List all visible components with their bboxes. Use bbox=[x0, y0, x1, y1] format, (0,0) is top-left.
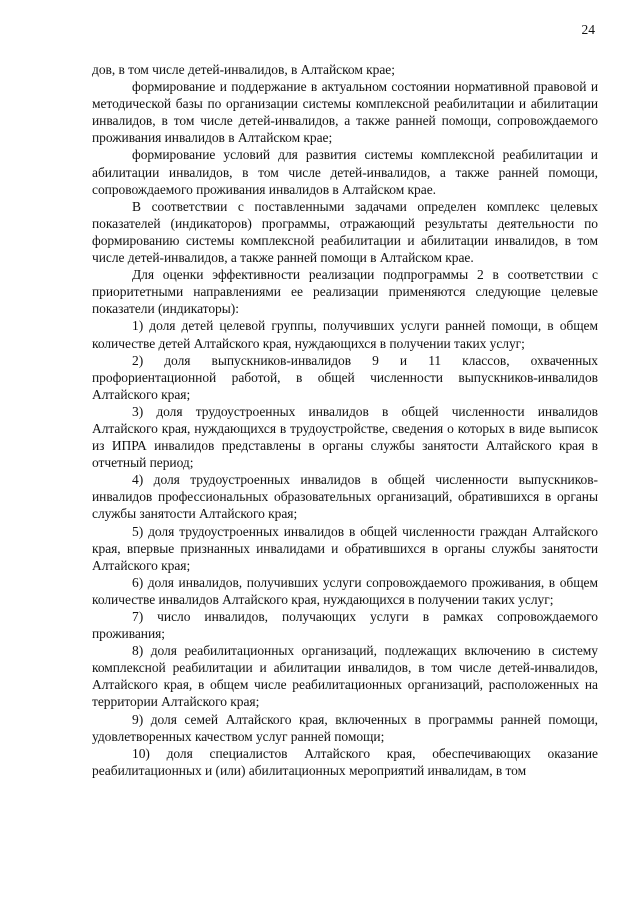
list-item-indicator-4: 4) доля трудоустроенных инвалидов в общей численности выпускников-инвалидов профессиональных образовательных организаций, обратившихся в органы службы занятости Алтайского края; bbox=[92, 472, 598, 522]
list-item-indicator-9: 9) доля семей Алтайского края, включенных в программы ранней помощи, удовлетворенных качеством услуг ранней помощи; bbox=[92, 711, 598, 744]
page-number: 24 bbox=[581, 22, 595, 37]
list-item-indicator-2: 2) доля выпускников-инвалидов 9 и 11 классов, охваченных профориентационной работой, в общей численности выпускников-инвалидов Алтайского края; bbox=[92, 352, 598, 402]
paragraph-continuation: дов, в том числе детей-инвалидов, в Алтайском крае; bbox=[92, 62, 395, 77]
paragraph-task-normative-base: формирование и поддержание в актуальном состоянии нормативной правовой и методической базы по организации системы комплексной реабилитации и абилитации инвалидов, в том числе детей-инвалидов, а также ранней помощи, сопровождаемого проживания инвалидов в Алтайском крае; bbox=[92, 79, 598, 146]
list-item-indicator-3: 3) доля трудоустроенных инвалидов в общей численности инвалидов Алтайского края, нуждающихся в трудоустройстве, сведения о которых в виде выписок из ИПРА инвалидов представлены в органы службы занятости Алтайского края в отчетный период; bbox=[92, 403, 598, 471]
list-item-indicator-1: 1) доля детей целевой группы, получивших услуги ранней помощи, в общем количестве детей Алтайского края, нуждающихся в получении таких услуг; bbox=[92, 318, 598, 351]
paragraph-task-conditions: формирование условий для развития системы комплексной реабилитации и абилитации инвалидов, в том числе детей-инвалидов, а также ранней помощи, сопровождаемого проживания инвалидов в Алтайском крае. bbox=[92, 147, 598, 197]
list-item-indicator-10: 10) доля специалистов Алтайского края, обеспечивающих оказание реабилитационных и (или) абилитационных мероприятий инвалидам, в том bbox=[92, 745, 598, 778]
list-item-indicator-8: 8) доля реабилитационных организаций, подлежащих включению в систему комплексной реабилитации и абилитации инвалидов, в том числе детей-инвалидов, Алтайского края, в общем числе реабилитационных организаций, расположенных на территории Алтайского края; bbox=[92, 643, 598, 710]
list-item-indicator-6: 6) доля инвалидов, получивших услуги сопровождаемого проживания, в общем количестве инвалидов Алтайского края, нуждающихся в получении таких услуг; bbox=[92, 574, 598, 607]
paragraph-indicators-intro: В соответствии с поставленными задачами определен комплекс целевых показателей (индикаторов) программы, отражающий результаты деятельности по формированию системы комплексной реабилитации и абилитации инвалидов, в том числе детей-инвалидов, а также ранней помощи в Алтайском крае. bbox=[92, 198, 598, 266]
list-item-indicator-7: 7) число инвалидов, получающих услуги в рамках сопровождаемого проживания; bbox=[92, 609, 598, 642]
document-body bbox=[92, 61, 598, 779]
paragraph-evaluation-intro: Для оценки эффективности реализации подпрограммы 2 в соответствии с приоритетными направлениями ее реализации применяются следующие целевые показатели (индикаторы): bbox=[92, 267, 598, 317]
list-item-indicator-5: 5) доля трудоустроенных инвалидов в общей численности граждан Алтайского края, впервые признанных инвалидами и обратившихся в органы службы занятости Алтайского края; bbox=[92, 523, 598, 573]
